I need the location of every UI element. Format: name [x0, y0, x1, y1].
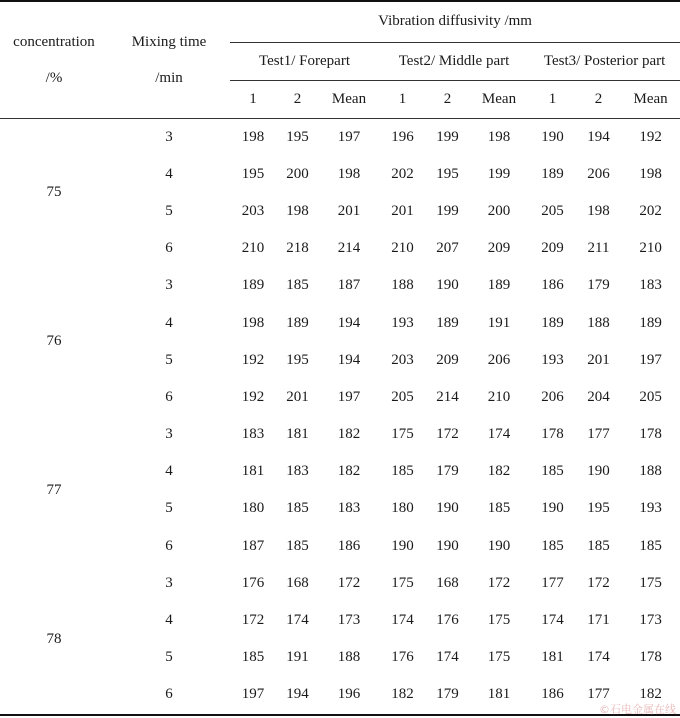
- value-cell: 194: [337, 314, 361, 331]
- value-cell: 198: [286, 202, 309, 219]
- mixing-time-cell: 5: [165, 202, 173, 219]
- value-cell: 203: [241, 202, 265, 219]
- value-cell: 210: [487, 388, 511, 405]
- value-cell: 209: [436, 351, 459, 368]
- mixing-time-header: [108, 1, 230, 118]
- value-cell: 182: [337, 426, 361, 443]
- group-title: Vibration diffusivity /mm: [230, 1, 680, 42]
- value-cell: 189: [541, 165, 564, 182]
- test3-header: Test3/ Posterior part: [529, 42, 680, 80]
- value-cell: 185: [587, 537, 610, 554]
- concentration-header-line2: /%: [45, 69, 63, 86]
- value-cell: 202: [391, 165, 414, 182]
- value-cell: 178: [541, 426, 564, 443]
- value-cell: 191: [487, 314, 511, 331]
- value-cell: 181: [286, 426, 309, 443]
- value-cell: 218: [286, 240, 309, 257]
- value-cell: 192: [639, 128, 662, 145]
- sub-header-test3-1: 1: [529, 80, 576, 118]
- value-cell: 182: [621, 676, 680, 714]
- mixing-time-cell: 6: [165, 240, 173, 257]
- value-cell: 211: [587, 240, 610, 257]
- value-cell: 175: [487, 612, 511, 629]
- value-cell: 201: [286, 388, 309, 405]
- value-cell: 181: [241, 463, 265, 480]
- concentration-cell: 78: [0, 565, 108, 715]
- value-cell: 174: [436, 649, 459, 666]
- mixing-time-cell: 5: [165, 649, 173, 666]
- watermark: ©石电金属在线: [599, 703, 676, 716]
- value-cell: 177: [541, 574, 564, 591]
- value-cell: 194: [276, 676, 319, 714]
- value-cell: 188: [639, 463, 662, 480]
- mixing-time-cell: 3: [165, 277, 173, 294]
- mixing-time-cell: 4: [165, 463, 173, 480]
- table-row: [0, 416, 680, 453]
- value-cell: 195: [286, 128, 309, 145]
- mixing-time-cell: 6: [165, 537, 173, 554]
- value-cell: 174: [487, 426, 511, 443]
- table-header: [0, 1, 680, 118]
- value-cell: 190: [436, 500, 459, 517]
- value-cell: 187: [241, 537, 265, 554]
- concentration-header: [0, 1, 108, 118]
- value-cell: 206: [587, 165, 610, 182]
- value-cell: 189: [436, 314, 459, 331]
- value-cell: 186: [529, 676, 576, 714]
- value-cell: 174: [587, 649, 610, 666]
- mixing-time-cell: 3: [165, 128, 173, 145]
- value-cell: 201: [337, 202, 361, 219]
- value-cell: 203: [391, 351, 414, 368]
- mixing-time-header-line1: Mixing time: [131, 33, 207, 50]
- value-cell: 193: [541, 351, 564, 368]
- value-cell: 188: [587, 314, 610, 331]
- value-cell: 192: [241, 388, 265, 405]
- value-cell: 177: [576, 676, 621, 714]
- value-cell: 185: [286, 537, 309, 554]
- value-cell: 194: [587, 128, 610, 145]
- value-cell: 185: [241, 649, 265, 666]
- mixing-time-cell: 6: [108, 676, 230, 714]
- value-cell: 197: [337, 128, 361, 145]
- value-cell: 178: [639, 649, 662, 666]
- value-cell: 183: [241, 426, 265, 443]
- value-cell: 197: [230, 676, 276, 714]
- value-cell: 214: [337, 240, 361, 257]
- value-cell: 190: [487, 537, 511, 554]
- value-cell: 190: [436, 537, 459, 554]
- sub-header-test1-1: 1: [230, 80, 276, 118]
- sub-header-test3-mean: Mean: [621, 80, 680, 118]
- value-cell: 176: [436, 612, 459, 629]
- value-cell: 175: [639, 574, 662, 591]
- value-cell: 172: [436, 426, 459, 443]
- value-cell: 185: [541, 463, 564, 480]
- value-cell: 209: [541, 240, 564, 257]
- value-cell: 209: [487, 240, 511, 257]
- value-cell: 188: [337, 649, 361, 666]
- value-cell: 174: [286, 612, 309, 629]
- value-cell: 168: [436, 574, 459, 591]
- value-cell: 210: [241, 240, 265, 257]
- sub-header-test3-2: 2: [576, 80, 621, 118]
- value-cell: 168: [286, 574, 309, 591]
- value-cell: 185: [639, 537, 662, 554]
- value-cell: 174: [541, 612, 564, 629]
- value-cell: 187: [337, 277, 361, 294]
- mixing-time-cell: 4: [165, 165, 173, 182]
- mixing-time-header-line2: /min: [155, 69, 183, 86]
- value-cell: 190: [541, 500, 564, 517]
- value-cell: 185: [487, 500, 511, 517]
- value-cell: 201: [391, 202, 414, 219]
- test1-header: Test1/ Forepart: [230, 42, 379, 80]
- value-cell: 200: [487, 202, 511, 219]
- value-cell: 185: [286, 500, 309, 517]
- mixing-time-cell: 5: [165, 351, 173, 368]
- value-cell: 201: [587, 351, 610, 368]
- value-cell: 195: [241, 165, 265, 182]
- value-cell: 191: [286, 649, 309, 666]
- value-cell: 183: [337, 500, 361, 517]
- value-cell: 172: [337, 574, 361, 591]
- value-cell: 190: [541, 128, 564, 145]
- value-cell: 188: [391, 277, 414, 294]
- value-cell: 193: [639, 500, 662, 517]
- value-cell: 173: [639, 612, 662, 629]
- value-cell: 199: [436, 202, 459, 219]
- table-row: [0, 267, 680, 304]
- value-cell: 189: [241, 277, 265, 294]
- value-cell: 199: [487, 165, 511, 182]
- value-cell: 200: [286, 165, 309, 182]
- value-cell: 182: [337, 463, 361, 480]
- value-cell: 183: [639, 277, 662, 294]
- value-cell: 207: [436, 240, 459, 257]
- mixing-time-cell: 3: [165, 426, 173, 443]
- value-cell: 174: [391, 612, 414, 629]
- mixing-time-cell: 4: [165, 314, 173, 331]
- value-cell: 202: [639, 202, 662, 219]
- test2-header: Test2/ Middle part: [379, 42, 529, 80]
- value-cell: 182: [487, 463, 511, 480]
- value-cell: 198: [587, 202, 610, 219]
- value-cell: 190: [587, 463, 610, 480]
- value-cell: 195: [587, 500, 610, 517]
- value-cell: 198: [639, 165, 662, 182]
- value-cell: 196: [391, 128, 414, 145]
- value-cell: 172: [587, 574, 610, 591]
- value-cell: 185: [541, 537, 564, 554]
- value-cell: 181: [541, 649, 564, 666]
- mixing-time-cell: 6: [165, 388, 173, 405]
- value-cell: 198: [241, 128, 265, 145]
- concentration-cell: 75: [46, 184, 62, 201]
- value-cell: 181: [469, 676, 529, 714]
- value-cell: 199: [436, 128, 459, 145]
- value-cell: 172: [241, 612, 265, 629]
- value-cell: 178: [639, 426, 662, 443]
- mixing-time-cell: 3: [165, 574, 173, 591]
- value-cell: 205: [541, 202, 564, 219]
- value-cell: 186: [541, 277, 564, 294]
- mixing-time-cell: 4: [165, 612, 173, 629]
- table-body: [0, 118, 680, 715]
- value-cell: 175: [391, 574, 414, 591]
- value-cell: 175: [487, 649, 511, 666]
- value-cell: 185: [286, 277, 309, 294]
- value-cell: 189: [541, 314, 564, 331]
- value-cell: 186: [337, 537, 361, 554]
- value-cell: 210: [391, 240, 414, 257]
- sub-header-test2-mean: Mean: [469, 80, 529, 118]
- value-cell: 190: [436, 277, 459, 294]
- value-cell: 172: [487, 574, 511, 591]
- value-cell: 179: [426, 676, 469, 714]
- sub-header-test2-1: 1: [379, 80, 426, 118]
- value-cell: 179: [587, 277, 610, 294]
- value-cell: 194: [337, 351, 361, 368]
- value-cell: 189: [286, 314, 309, 331]
- table-row: [0, 118, 680, 156]
- value-cell: 197: [337, 388, 361, 405]
- sub-header-test1-mean: Mean: [319, 80, 379, 118]
- value-cell: 204: [587, 388, 610, 405]
- value-cell: 182: [379, 676, 426, 714]
- sub-header-test1-2: 2: [276, 80, 319, 118]
- value-cell: 175: [391, 426, 414, 443]
- value-cell: 206: [487, 351, 511, 368]
- value-cell: 214: [436, 388, 459, 405]
- value-cell: 179: [436, 463, 459, 480]
- value-cell: 205: [639, 388, 662, 405]
- value-cell: 198: [487, 128, 511, 145]
- value-cell: 192: [241, 351, 265, 368]
- value-cell: 173: [337, 612, 361, 629]
- value-cell: 193: [391, 314, 414, 331]
- value-cell: 171: [587, 612, 610, 629]
- value-cell: 180: [391, 500, 414, 517]
- value-cell: 206: [541, 388, 564, 405]
- value-cell: 190: [391, 537, 414, 554]
- value-cell: 205: [391, 388, 414, 405]
- value-cell: 189: [639, 314, 662, 331]
- value-cell: 176: [241, 574, 265, 591]
- sub-header-test2-2: 2: [426, 80, 469, 118]
- value-cell: 185: [391, 463, 414, 480]
- concentration-cell: 76: [46, 333, 62, 350]
- concentration-cell: 77: [46, 481, 62, 498]
- value-cell: 183: [286, 463, 309, 480]
- value-cell: 197: [639, 351, 662, 368]
- value-cell: 195: [436, 165, 459, 182]
- value-cell: 176: [391, 649, 414, 666]
- value-cell: 210: [639, 240, 662, 257]
- table-row: [0, 565, 680, 602]
- value-cell: 180: [241, 500, 265, 517]
- mixing-time-cell: 5: [165, 500, 173, 517]
- value-cell: 198: [241, 314, 265, 331]
- value-cell: 177: [587, 426, 610, 443]
- value-cell: 195: [286, 351, 309, 368]
- value-cell: 196: [319, 676, 379, 714]
- value-cell: 198: [337, 165, 361, 182]
- value-cell: 189: [487, 277, 511, 294]
- concentration-header-line1: concentration: [13, 33, 95, 50]
